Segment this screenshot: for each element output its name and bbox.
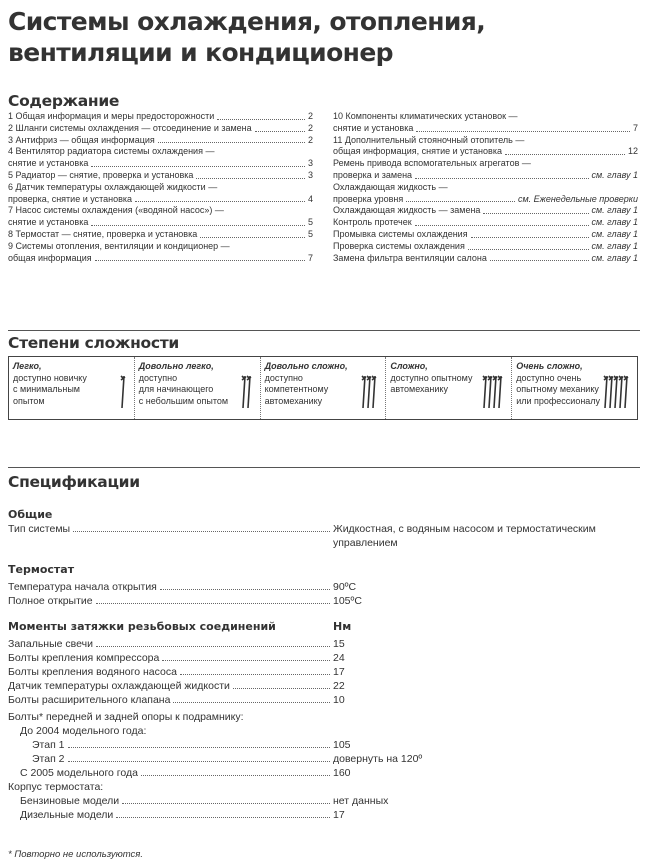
- leader-dots: [471, 237, 589, 238]
- leader-dots: [96, 603, 330, 604]
- leader-dots: [233, 688, 330, 689]
- toc-entry: [333, 229, 638, 241]
- wrench-5-icon: [602, 372, 633, 414]
- leader-dots: [158, 142, 305, 143]
- toc-entry-text: общая информация, снятие и установка: [333, 146, 502, 157]
- leader-dots: [68, 761, 330, 762]
- difficulty-level-desc: доступно опытному: [390, 372, 473, 383]
- toc-entry-text: Замена фильтра вентиляции салона: [333, 252, 487, 263]
- toc-entry: [8, 229, 313, 241]
- spec-label: Этап 2: [32, 753, 65, 765]
- toc-entry: [333, 205, 638, 217]
- difficulty-level-desc: автомеханику: [264, 395, 323, 406]
- toc-entry-line: [8, 194, 313, 206]
- spec-value: 15: [333, 638, 345, 650]
- spec-row-petrol: [20, 794, 333, 808]
- difficulty-level: [135, 357, 261, 419]
- toc-entry-text: 9 Системы отопления, вентиляции и кондиционер —: [8, 240, 230, 251]
- toc-page-number: см. Еженедельные проверки: [517, 193, 638, 204]
- wrench-1-icon: [119, 372, 130, 414]
- toc-entry-line: [8, 253, 313, 265]
- toc-entry-line: [8, 229, 313, 241]
- spec-row: [8, 665, 333, 679]
- spec-row: [8, 651, 333, 665]
- spec-row-from-2005: [20, 766, 333, 780]
- toc-entry-text: Охлаждающая жидкость —: [333, 181, 448, 192]
- leader-dots: [468, 249, 589, 250]
- toc-entry-text: снятие и установка: [8, 217, 89, 228]
- difficulty-level-desc: доступно новичку: [13, 372, 87, 383]
- spec-row-housing: [8, 780, 103, 794]
- page-title-line-2: вентиляции и кондиционер: [8, 38, 393, 67]
- toc-entry: [8, 111, 313, 123]
- spec-label: Болты расширительного клапана: [8, 694, 171, 706]
- spec-value-system-type: [333, 522, 596, 550]
- torque-unit: Нм: [333, 620, 352, 633]
- spec-label: Бензиновые модели: [20, 795, 120, 807]
- spec-label: Температура начала открытия: [8, 581, 157, 593]
- toc-entry: [8, 170, 313, 182]
- toc-entry-text: 1 Общая информация и меры предосторожности: [8, 111, 215, 121]
- page-title-line-1: Системы охлаждения, отопления,: [8, 7, 486, 36]
- leader-dots: [483, 213, 588, 214]
- leader-dots: [162, 660, 330, 661]
- spec-row-diesel: [20, 808, 333, 822]
- toc-entry: [8, 241, 313, 265]
- toc-entry: [333, 241, 638, 253]
- spec-value: 105: [333, 739, 351, 751]
- difficulty-level-desc: доступно: [138, 372, 178, 383]
- spec-label: Болты крепления компрессора: [8, 652, 160, 664]
- leader-dots: [96, 646, 330, 647]
- toc-entry-text: 11 Дополнительный стояночный отопитель —: [333, 134, 525, 145]
- toc-page-number: см. главу 1: [591, 240, 638, 251]
- contents-left-column: [8, 111, 313, 264]
- difficulty-level-desc: опытом: [13, 395, 45, 406]
- toc-entry-text: общая информация: [8, 252, 92, 263]
- toc-entry-line: [333, 253, 638, 265]
- spec-value: 17: [333, 666, 345, 678]
- toc-entry-text: 5 Радиатор — снятие, проверка и установка: [8, 169, 194, 180]
- spec-value: 105ºC: [333, 595, 362, 607]
- leader-dots: [415, 178, 588, 179]
- specs-thermostat-heading: Термостат: [8, 563, 75, 576]
- spec-label: До 2004 модельного года:: [20, 725, 147, 737]
- spec-row-mount: [8, 710, 244, 724]
- toc-entry-text: 2 Шланги системы охлаждения — отсоединение и замена: [8, 122, 252, 133]
- spec-label: Датчик температуры охлаждающей жидкости: [8, 680, 230, 692]
- toc-entry-text: 6 Датчик температуры охлаждающей жидкости —: [8, 181, 218, 192]
- specs-divider: [8, 467, 640, 468]
- toc-entry-line: [333, 123, 638, 135]
- spec-value-line-1: Жидкостная, с водяным насосом и термостатическим: [333, 523, 596, 535]
- toc-entry-text: снятие и установка: [8, 158, 89, 169]
- toc-entry-line: [333, 229, 638, 241]
- difficulty-level-desc: доступно: [264, 372, 303, 383]
- spec-value: 22: [333, 680, 345, 692]
- leader-dots: [122, 803, 330, 804]
- leader-dots: [406, 201, 515, 202]
- difficulty-level-name: Очень сложно,: [516, 361, 583, 371]
- wrench-3-icon: [360, 372, 381, 414]
- toc-page-number: 3: [307, 169, 313, 180]
- difficulty-level-desc: для начинающего: [138, 384, 214, 394]
- spec-row: [8, 679, 333, 693]
- toc-entry-text: Ремень привода вспомогательных агрегатов —: [333, 158, 531, 169]
- wrench-2-icon: [240, 372, 256, 414]
- toc-entry-text: 8 Термостат — снятие, проверка и установка: [8, 228, 198, 239]
- difficulty-level-desc: или профессионалу: [516, 395, 601, 406]
- toc-page-number: см. главу 1: [591, 217, 638, 228]
- difficulty-level-desc: компетентному: [264, 384, 329, 394]
- difficulty-level: [512, 357, 637, 419]
- toc-entry-line: [8, 217, 313, 229]
- leader-dots: [180, 674, 330, 675]
- difficulty-divider: [8, 330, 640, 331]
- leader-dots: [95, 260, 305, 261]
- wrench-4-icon: [481, 372, 507, 414]
- spec-label: Тип системы: [8, 523, 71, 535]
- toc-entry-line: [8, 123, 313, 135]
- spec-label: Запальные свечи: [8, 638, 93, 650]
- difficulty-level-desc: опытному механику: [516, 384, 599, 394]
- page-title: [8, 6, 638, 68]
- toc-entry: [333, 253, 638, 265]
- toc-entry-text: Охлаждающая жидкость — замена: [333, 205, 481, 216]
- specs-heading: Спецификации: [8, 473, 140, 491]
- toc-entry-text: 4 Вентилятор радиатора системы охлаждения —: [8, 146, 215, 157]
- toc-page-number: см. главу 1: [591, 252, 638, 263]
- leader-dots: [68, 747, 330, 748]
- toc-entry-line: [333, 194, 638, 206]
- spec-label: Болты крепления водяного насоса: [8, 666, 177, 678]
- toc-page-number: 5: [307, 228, 313, 239]
- leader-dots: [415, 225, 589, 226]
- spec-value: довернуть на 120º: [333, 753, 423, 765]
- spec-value: 10: [333, 694, 345, 706]
- leader-dots: [73, 531, 330, 532]
- leader-dots: [200, 237, 305, 238]
- difficulty-level-desc: с минимальным: [13, 384, 80, 394]
- spec-label: Дизельные модели: [20, 809, 114, 821]
- toc-entry-text: Проверка системы охлаждения: [333, 240, 465, 251]
- toc-entry-text: проверка, снятие и установка: [8, 193, 133, 204]
- leader-dots: [490, 260, 589, 261]
- toc-entry-line: [8, 158, 313, 170]
- spec-row: [8, 580, 333, 594]
- spec-value-line-2: управлением: [333, 537, 398, 549]
- spec-label: С 2005 модельного года: [20, 767, 138, 779]
- toc-entry-text: проверка уровня: [333, 193, 404, 204]
- difficulty-level-desc: с небольшим опытом: [138, 395, 229, 406]
- leader-dots: [160, 589, 330, 590]
- toc-page-number: 2: [307, 134, 313, 145]
- toc-entry-line: [8, 111, 313, 123]
- toc-entry: [333, 217, 638, 229]
- toc-entry-text: снятие и установка: [333, 122, 414, 133]
- spec-value: 24: [333, 652, 345, 664]
- difficulty-level-name: Довольно сложно,: [264, 361, 348, 371]
- toc-page-number: 4: [307, 193, 313, 204]
- difficulty-level-name: Довольно легко,: [138, 361, 214, 371]
- leader-dots: [91, 225, 305, 226]
- toc-page-number: 7: [307, 252, 313, 263]
- toc-entry-text: 10 Компоненты климатических установок —: [333, 111, 518, 121]
- difficulty-level-name: Легко,: [13, 361, 42, 371]
- toc-page-number: 12: [627, 146, 638, 157]
- difficulty-level-name: Сложно,: [390, 361, 428, 371]
- toc-entry-line: [333, 146, 638, 158]
- spec-value: 160: [333, 767, 351, 779]
- difficulty-levels-box: [8, 356, 638, 420]
- difficulty-level: [386, 357, 512, 419]
- toc-entry: [8, 135, 313, 147]
- spec-label: Корпус термостата:: [8, 781, 104, 793]
- contents-right-column: [333, 111, 638, 264]
- leader-dots: [91, 166, 305, 167]
- toc-entry-text: проверка и замена: [333, 169, 413, 180]
- specs-general-heading: Общие: [8, 508, 53, 521]
- toc-page-number: см. главу 1: [591, 205, 638, 216]
- toc-entry-text: 3 Антифриз — общая информация: [8, 134, 155, 145]
- leader-dots: [135, 201, 305, 202]
- specs-torque-heading: Моменты затяжки резьбовых соединений: [8, 620, 276, 633]
- spec-row-stage-2: [32, 752, 333, 766]
- spec-value: 90ºC: [333, 581, 357, 593]
- toc-entry: [333, 111, 638, 135]
- toc-entry: [8, 123, 313, 135]
- toc-entry: [333, 158, 638, 182]
- spec-row: [8, 693, 333, 707]
- difficulty-level-desc: автомеханику: [390, 384, 448, 394]
- contents-heading: Содержание: [8, 92, 120, 110]
- toc-entry-line: [333, 170, 638, 182]
- toc-entry: [8, 146, 313, 170]
- leader-dots: [116, 817, 330, 818]
- spec-label: Этап 1: [32, 739, 65, 751]
- toc-entry-text: 7 Насос системы охлаждения («водяной насос») —: [8, 205, 224, 216]
- leader-dots: [196, 178, 305, 179]
- spec-row-until-2004: [20, 724, 146, 738]
- leader-dots: [217, 119, 305, 120]
- toc-entry: [333, 135, 638, 159]
- toc-page-number: см. главу 1: [591, 169, 638, 180]
- toc-page-number: 3: [307, 158, 313, 169]
- toc-entry-text: Промывка системы охлаждения: [333, 228, 468, 239]
- spec-label: Болты* передней и задней опоры к подрамнику:: [8, 711, 244, 723]
- leader-dots: [255, 131, 305, 132]
- toc-entry-line: [8, 170, 313, 182]
- toc-entry-line: [333, 205, 638, 217]
- spec-value: нет данных: [333, 795, 389, 807]
- leader-dots: [416, 131, 630, 132]
- spec-value: 17: [333, 809, 345, 821]
- toc-entry-line: [333, 217, 638, 229]
- toc-entry-line: [8, 135, 313, 147]
- difficulty-level: [261, 357, 387, 419]
- leader-dots: [505, 154, 625, 155]
- difficulty-heading: Степени сложности: [8, 334, 179, 352]
- toc-page-number: см. главу 1: [591, 228, 638, 239]
- toc-entry-line: [333, 241, 638, 253]
- difficulty-level-desc: доступно очень: [516, 372, 582, 383]
- difficulty-level: [9, 357, 135, 419]
- toc-page-number: 5: [307, 217, 313, 228]
- toc-page-number: 7: [632, 122, 638, 133]
- spec-label: Полное открытие: [8, 595, 93, 607]
- spec-row-system-type: [8, 522, 333, 536]
- toc-entry-text: Контроль протечек: [333, 217, 412, 228]
- spec-row: [8, 637, 333, 651]
- toc-entry: [8, 205, 313, 229]
- spec-row: [8, 594, 333, 608]
- toc-page-number: 2: [307, 122, 313, 133]
- footnote: * Повторно не используются.: [8, 849, 143, 860]
- leader-dots: [141, 775, 330, 776]
- toc-entry: [8, 182, 313, 206]
- toc-page-number: 2: [307, 111, 313, 121]
- leader-dots: [173, 702, 330, 703]
- spec-row-stage-1: [32, 738, 333, 752]
- toc-entry: [333, 182, 638, 206]
